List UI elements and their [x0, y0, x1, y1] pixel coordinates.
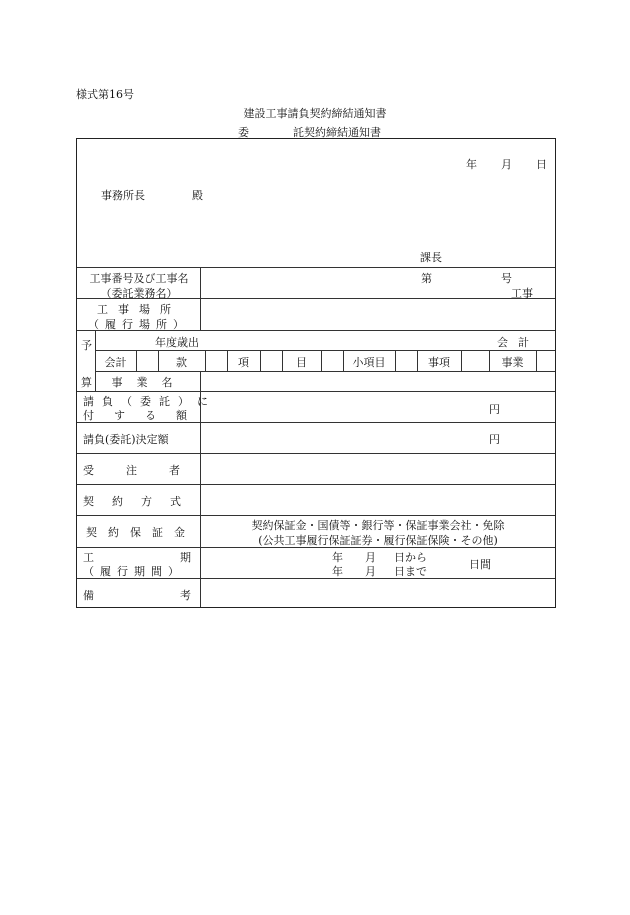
sender: 課長 — [420, 251, 442, 264]
guarantee-options: 契約保証金・国債等・銀行等・保証事業会社・免除 — [251, 519, 505, 532]
budget-header-kou: 項 — [238, 356, 249, 369]
budget-header-kaikei: 会計 — [104, 356, 127, 369]
method-label: 契約方式 — [83, 495, 199, 508]
date-month: 月 — [501, 158, 512, 171]
contract-amount-label: 請負（委託）に — [83, 395, 216, 408]
notice-form-table — [76, 138, 556, 608]
koji-label: 工事 — [511, 287, 533, 300]
to-year: 年 — [332, 565, 343, 578]
yen-label-2: 円 — [489, 433, 500, 446]
document-title: 建設工事請負契約締結通知書 — [243, 107, 387, 120]
guarantee-options-sub: (公共工事履行保証証券・履行保証保険・その他) — [258, 534, 498, 547]
addressee: 事務所長 — [101, 189, 145, 202]
work-name-label: 工事番号及び工事名 — [89, 272, 189, 285]
contractor-label: 受注者 — [83, 464, 212, 477]
number-go: 号 — [501, 272, 512, 285]
budget-year: 年度歳出 — [155, 336, 199, 349]
date-year: 年 — [466, 158, 477, 171]
to-tail: 日まで — [394, 565, 427, 578]
kaikei-right: 会計 — [497, 336, 539, 349]
subtitle-part-b: 託契約締結通知書 — [293, 126, 381, 139]
from-tail: 日から — [394, 551, 427, 564]
location-label-sub: （履行場所） — [88, 318, 190, 331]
contract-amount-label-sub: 付する額 — [83, 409, 207, 422]
period-label: 工期 — [83, 551, 277, 564]
date-day: 日 — [536, 158, 547, 171]
work-name-value[interactable] — [205, 270, 405, 294]
to-month: 月 — [365, 565, 376, 578]
honorific: 殿 — [192, 189, 203, 202]
period-to — [332, 563, 427, 579]
budget-header-jigyou: 事業 — [501, 356, 524, 369]
number-dai: 第 — [421, 272, 432, 285]
form-number: 様式第16号 — [76, 88, 134, 101]
decided-amount-label: 請負(委託)決定額 — [83, 433, 169, 446]
from-year: 年 — [332, 551, 343, 564]
location-label: 工事場所 — [97, 303, 181, 316]
period-label-sub: （履行期間） — [83, 565, 185, 578]
budget-side-label-bottom: 算 — [81, 376, 92, 389]
budget-side-label-top: 予 — [81, 339, 92, 352]
guarantee-label: 契約保証金 — [86, 526, 196, 539]
period-days: 日間 — [469, 558, 491, 571]
location-value[interactable] — [205, 301, 545, 325]
subtitle-part-a: 委 — [238, 126, 249, 139]
from-month: 月 — [365, 551, 376, 564]
budget-header-jikou: 事項 — [428, 356, 450, 369]
budget-header-moku: 目 — [296, 356, 307, 369]
work-name-label-sub: （委託業務名） — [100, 287, 178, 300]
remarks-label: 備考 — [83, 589, 277, 602]
jigyo-mei-label: 事業名 — [111, 376, 187, 389]
yen-label-1: 円 — [489, 403, 500, 416]
budget-header-kan: 款 — [176, 356, 187, 369]
budget-header-shoukoumoku: 小項目 — [352, 356, 386, 369]
